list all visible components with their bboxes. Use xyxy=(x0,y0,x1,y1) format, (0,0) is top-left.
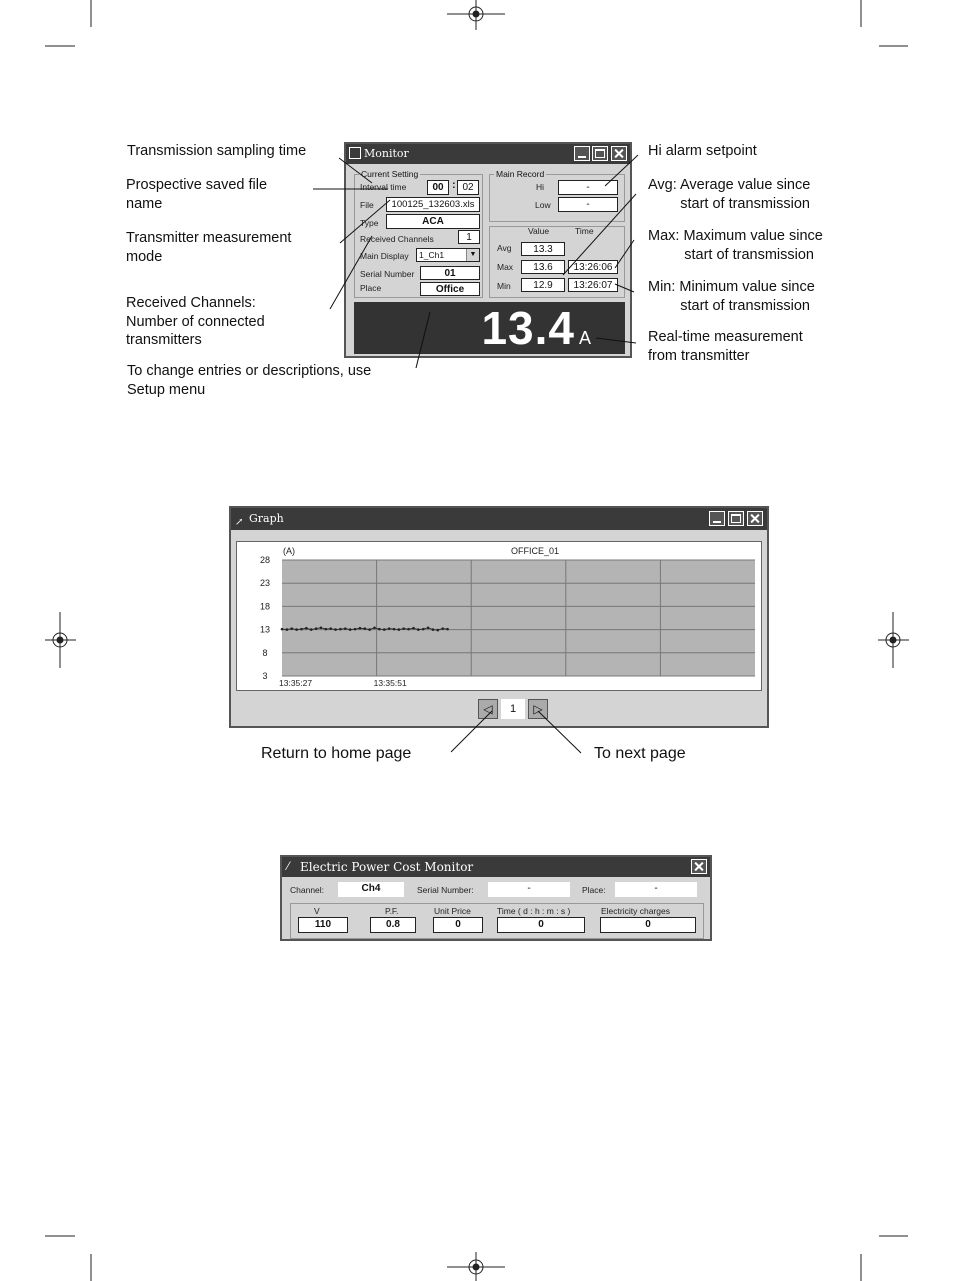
data-point xyxy=(310,628,313,631)
unit-price-field[interactable]: 0 xyxy=(433,917,483,933)
previous-page-icon[interactable]: ◁ xyxy=(478,699,498,719)
min-label: Min xyxy=(497,281,511,291)
power-factor-label: P.F. xyxy=(385,906,399,916)
avg-label: Avg xyxy=(497,243,512,253)
data-point xyxy=(286,628,289,631)
data-point xyxy=(446,628,449,631)
close-icon[interactable] xyxy=(691,859,707,874)
max-time: 13:26:06 xyxy=(568,260,618,274)
data-point xyxy=(300,628,303,631)
received-channels-field[interactable]: 1 xyxy=(458,230,480,244)
chart-title: OFFICE_01 xyxy=(510,546,560,556)
window-icon xyxy=(349,147,361,159)
low-field[interactable]: - xyxy=(558,197,618,212)
data-point xyxy=(354,628,357,631)
channel-label: Channel: xyxy=(290,885,325,895)
channel-field[interactable]: Ch4 xyxy=(338,882,404,897)
main-record-legend: Main Record xyxy=(496,169,545,179)
place-field[interactable]: Office xyxy=(420,282,480,296)
place-field[interactable]: - xyxy=(615,882,697,897)
graph-titlebar[interactable] xyxy=(231,508,767,530)
maximize-icon[interactable] xyxy=(592,146,608,161)
graph-window-icon: ↗ xyxy=(235,517,244,528)
data-point xyxy=(402,627,405,630)
max-label: Max xyxy=(497,262,514,272)
voltage-field[interactable]: 110 xyxy=(298,917,348,933)
data-point xyxy=(290,627,293,630)
graph-window xyxy=(229,506,769,728)
y-tick-label: 13 xyxy=(259,624,271,635)
monitor-title: Monitor xyxy=(364,147,409,160)
y-tick-label: 18 xyxy=(259,601,271,612)
data-point xyxy=(359,627,362,630)
data-point xyxy=(325,628,328,631)
data-point xyxy=(281,628,284,631)
power-factor-field[interactable]: 0.8 xyxy=(370,917,416,933)
minimize-icon[interactable] xyxy=(709,511,725,526)
file-label: File xyxy=(360,200,374,210)
data-point xyxy=(393,628,396,631)
data-point xyxy=(383,628,386,631)
data-point xyxy=(363,627,366,630)
data-point xyxy=(349,628,352,631)
graph-title: Graph xyxy=(249,512,284,525)
realtime-display xyxy=(354,302,625,354)
callout-setup-menu: To change entries or descriptions, use Setup menu xyxy=(127,363,372,398)
data-point xyxy=(441,627,444,630)
max-value: 13.6 xyxy=(521,260,565,274)
type-field[interactable]: ACA xyxy=(386,214,480,229)
data-point xyxy=(368,628,371,631)
x-tick-label: 13:35:51 xyxy=(373,678,407,688)
unit-price-label: Unit Price xyxy=(434,906,471,916)
chevron-down-icon[interactable]: ▼ xyxy=(466,249,479,261)
place-label: Place xyxy=(360,283,382,293)
data-point xyxy=(388,627,391,630)
current-setting-legend: Current Setting xyxy=(361,169,419,179)
serial-number-label: Serial Number: xyxy=(417,885,474,895)
data-point xyxy=(373,626,376,629)
cost-monitor-window xyxy=(280,855,712,941)
data-point xyxy=(398,628,401,631)
callout-realtime: Real-time measurement from transmitter xyxy=(648,329,803,364)
data-point xyxy=(295,628,298,631)
callout-next-page: To next page xyxy=(594,745,686,762)
data-point xyxy=(334,628,337,631)
serial-number-label: Serial Number xyxy=(360,269,415,279)
time-header: Time xyxy=(575,226,594,236)
file-field[interactable]: 100125_132603.xls xyxy=(386,197,480,212)
maximize-icon[interactable] xyxy=(728,511,744,526)
main-display-value: 1_Ch1 xyxy=(419,250,445,260)
callout-return-home: Return to home page xyxy=(261,745,412,762)
data-point xyxy=(320,626,323,629)
data-point xyxy=(344,627,347,630)
data-point xyxy=(378,628,381,631)
time-field[interactable]: 0 xyxy=(497,917,585,933)
y-tick-label: 23 xyxy=(259,578,271,589)
callout-avg: Avg: Average value since start of transmission xyxy=(648,177,811,212)
electricity-charges-field[interactable]: 0 xyxy=(600,917,696,933)
interval-separator: : xyxy=(452,179,456,191)
data-point xyxy=(407,628,410,631)
data-point xyxy=(305,627,308,630)
data-point xyxy=(339,628,342,631)
plot-area xyxy=(282,560,755,676)
data-point xyxy=(422,628,425,631)
x-tick-label: 13:35:27 xyxy=(279,678,313,688)
type-label: Type xyxy=(360,218,379,228)
hi-label: Hi xyxy=(536,182,545,192)
data-point xyxy=(412,627,415,630)
serial-number-field[interactable]: - xyxy=(488,882,570,897)
min-value: 12.9 xyxy=(521,278,565,292)
power-icon: ⁄ xyxy=(287,860,289,873)
main-display-label: Main Display xyxy=(360,251,409,261)
callout-min: Min: Minimum value since start of transmission xyxy=(648,279,815,314)
callout-received-channels: Received Channels: Number of connected transmitters xyxy=(126,295,265,348)
y-tick-label: 8 xyxy=(262,647,268,658)
y-axis-unit: (A) xyxy=(283,546,295,556)
cost-monitor-title: Electric Power Cost Monitor xyxy=(300,860,474,874)
data-point xyxy=(329,627,332,630)
callout-hi-alarm: Hi alarm setpoint xyxy=(648,143,757,159)
realtime-unit: A xyxy=(578,328,591,348)
data-point xyxy=(417,628,420,631)
minimize-icon[interactable] xyxy=(574,146,590,161)
cost-monitor-titlebar[interactable] xyxy=(282,857,710,877)
y-tick-label: 28 xyxy=(259,555,271,565)
value-header: Value xyxy=(528,226,550,236)
data-point xyxy=(432,628,435,631)
monitor-titlebar[interactable] xyxy=(346,144,630,164)
data-point xyxy=(315,627,318,630)
monitor-window xyxy=(344,142,632,358)
callout-saved-file: Prospective saved file name xyxy=(126,177,268,212)
callout-measurement-mode: Transmitter measurement mode xyxy=(126,230,292,265)
voltage-label: V xyxy=(314,906,320,916)
callout-max: Max: Maximum value since start of transmission xyxy=(648,228,823,263)
received-channels-label: Received Channels xyxy=(360,234,434,244)
serial-number-field[interactable]: 01 xyxy=(420,266,480,280)
interval-hours-field[interactable]: 00 xyxy=(427,180,449,195)
y-tick-label: 3 xyxy=(262,671,268,681)
graph-panel xyxy=(236,541,762,691)
min-time: 13:26:07 xyxy=(568,278,618,292)
hi-field[interactable]: - xyxy=(558,180,618,195)
line-chart xyxy=(237,542,761,690)
interval-seconds-field[interactable]: 02 xyxy=(457,180,479,195)
realtime-reading: 13.4 xyxy=(481,302,575,354)
next-page-icon[interactable]: ▷ xyxy=(528,699,548,719)
data-point xyxy=(437,629,440,632)
data-point xyxy=(427,626,430,629)
callout-sampling-time: Transmission sampling time xyxy=(127,143,307,159)
low-label: Low xyxy=(535,200,551,210)
place-label: Place: xyxy=(582,885,606,895)
close-icon[interactable] xyxy=(747,511,763,526)
interval-label: Interval time xyxy=(360,182,407,192)
avg-value: 13.3 xyxy=(521,242,565,256)
main-display-select[interactable] xyxy=(416,248,480,262)
close-icon[interactable] xyxy=(611,146,627,161)
electricity-charges-label: Electricity charges xyxy=(601,906,670,916)
page-number: 1 xyxy=(501,699,525,719)
time-label: Time ( d : h : m : s ) xyxy=(497,906,571,916)
